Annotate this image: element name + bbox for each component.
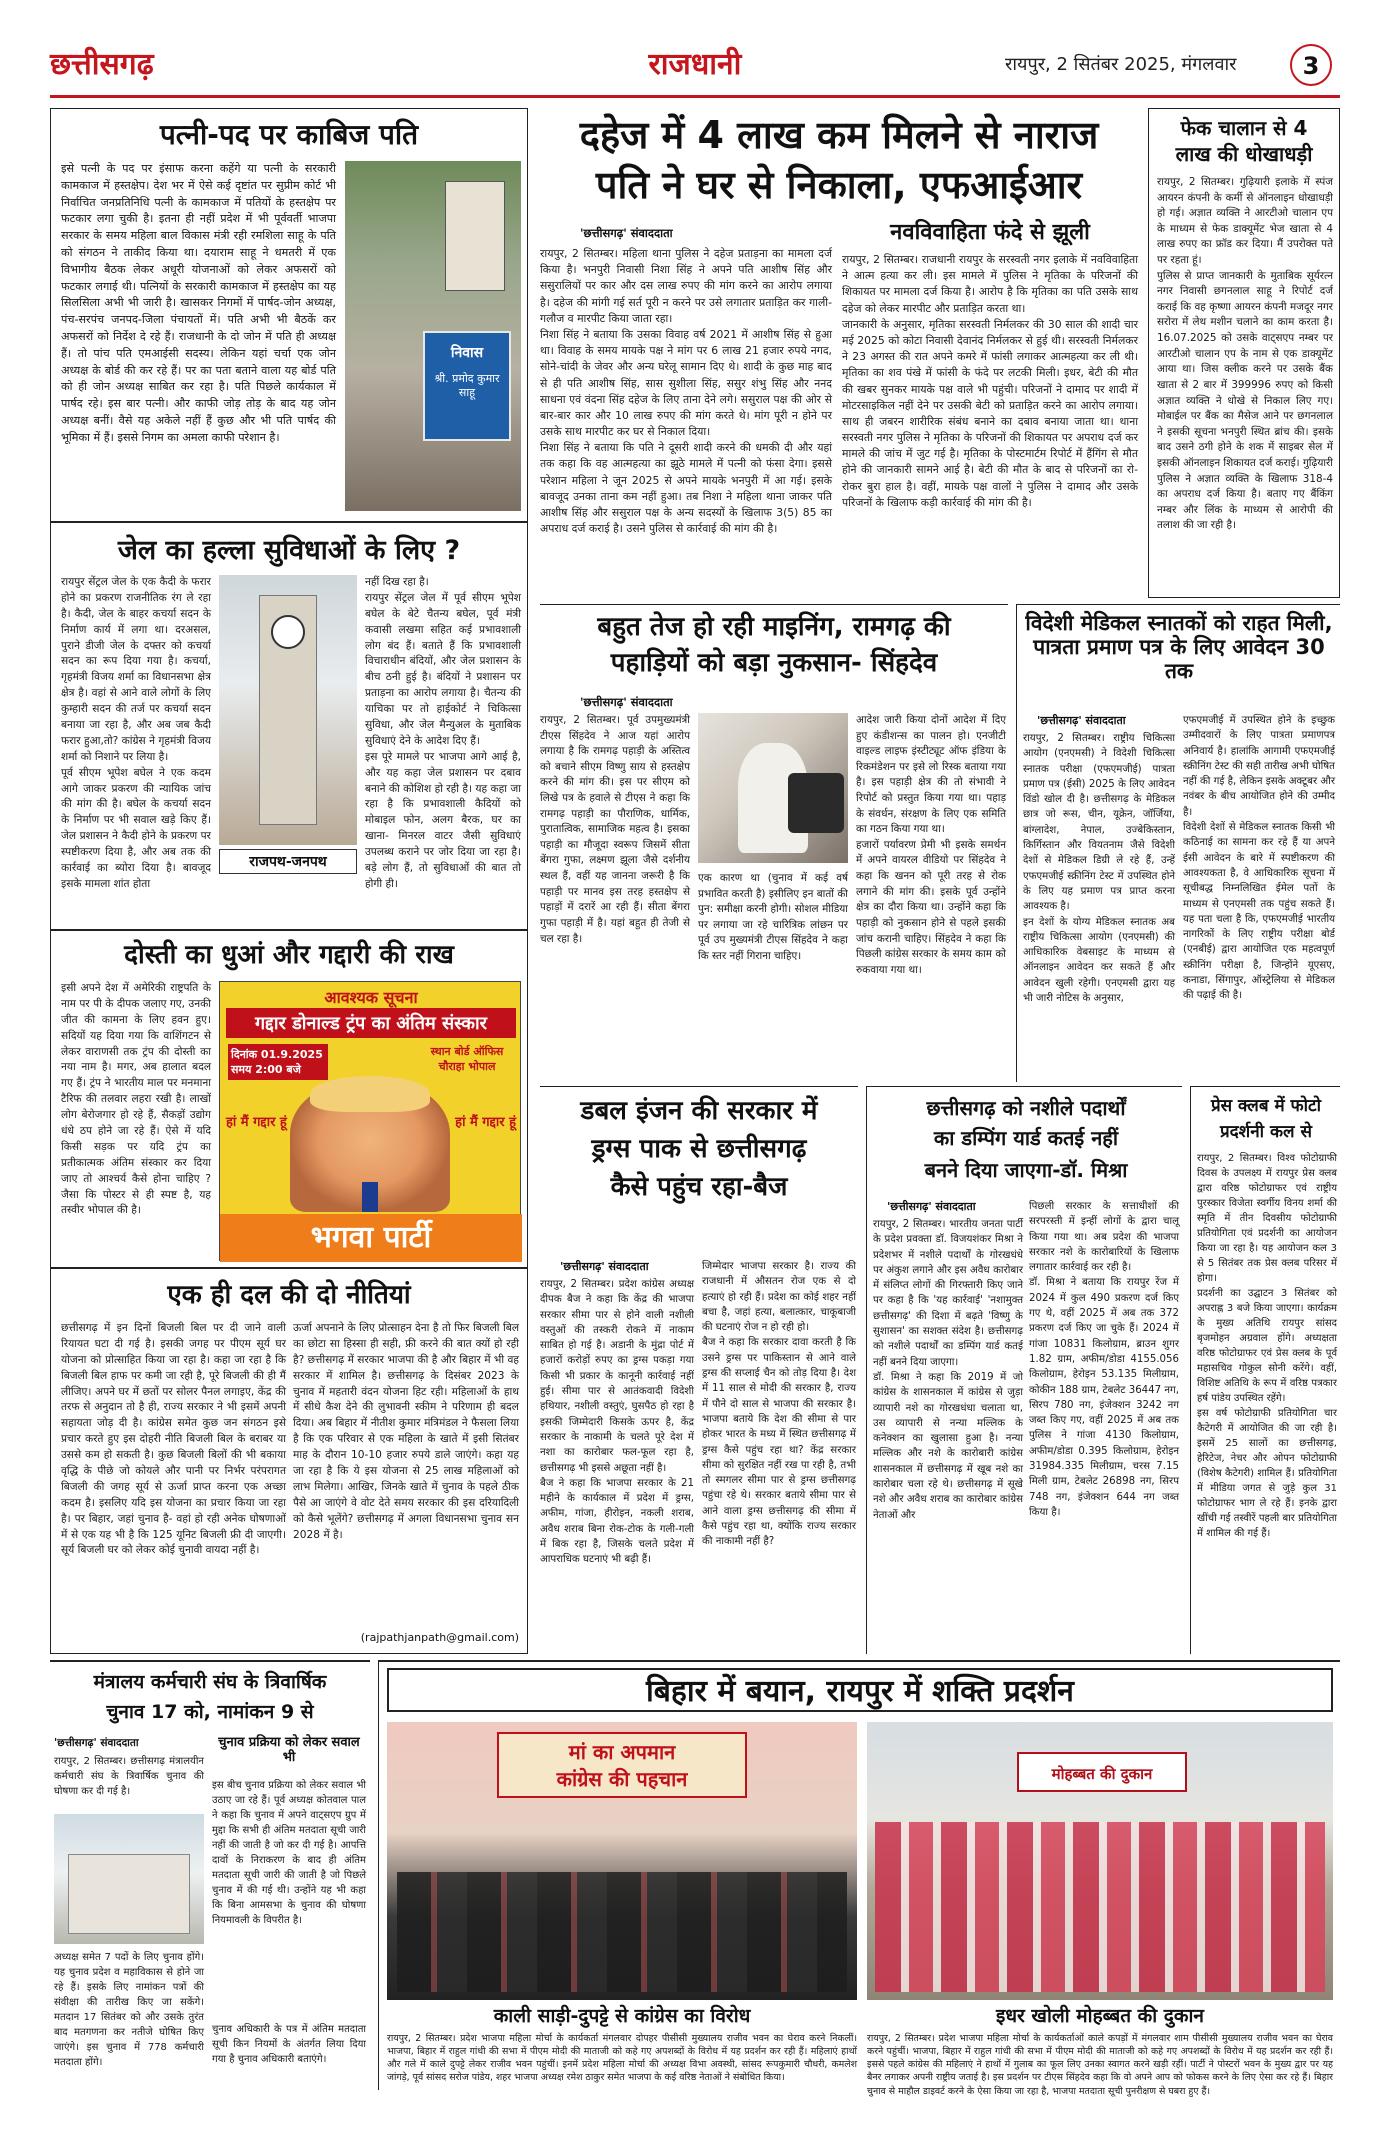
story-nashile-headline-1: छत्तीसगढ़ को नशीले पदार्थों — [926, 1096, 1126, 1120]
story-drugs-byline: 'छत्तीसगढ़' संवाददाता — [560, 1260, 649, 1273]
story-mantralay-body-c: अध्यक्ष समेत 7 पदों के लिए चुनाव होंगे। यह चुनाव प्रदेश व महाविकास से होने जा रहे हैं। इसके लिए नामांकन पत्रों की संवीक्षा की तारीख किए जा सकेंगे। मतदान 17 सितंबर को और उसके तुरंत बाद मतगणना कर नतीजे घोषित किए जाएंगे। इस चुनाव में 778 कर्मचारी मतदाता होंगे। — [54, 1952, 204, 2068]
poster-slogan-left: हां मैं गद्दार हूं — [226, 1115, 287, 1130]
patni-board-photo — [345, 161, 521, 511]
women-row — [875, 1822, 1325, 1992]
mantralay-building — [68, 1854, 190, 1934]
poster-slogan-right: हां मैं गद्दार हूं — [455, 1115, 516, 1130]
story-jail-body-right: नहीं दिख रहा है। रायपुर सेंट्रल जेल में पूर्व सीएम भूपेश बघेल के बेटे चैतन्य बघेल, पूर्व मंत्री कवासी लखमा सहित कई प्रभावशाली लोग बंद हैं। बताते हैं कि प्रभावशाली विचाराधीन बंदियों, और जेल प्रशासन के बीच ठनी हुई है। बंदियों ने प्रशासन पर प्रताड़ना का आरोप लगाया है। चैतन्य की याचिका पर तो हाईकोर्ट ने चिकित्सा सुविधा, और जेल मैन्युअल के मुताबिक सुविधाएं देने के आदेश दिए हैं। इस पूरे मामले पर भाजपा आगे आई है, और यह कहा जेल प्रशासन पर दबाव बनाने की कोशिश हो रही है। यह कहा जा रहा है कि प्रभावशाली कैदियों को मोबाइल फोन, अलग बैरक, घर का खाना- मिनरल वाटर जैसी सुविधाएं उपलब्ध कराने पर जोर दिया जा रहा है। बड़े लोग हैं, तो सुविधाओं की बात तो होगी ही। — [365, 576, 521, 890]
bihar-left-photo — [387, 1722, 857, 2000]
story-press — [1190, 1086, 1340, 1654]
story-mantralay-body-b: इस बीच चुनाव प्रक्रिया को लेकर सवाल भी उठाए जा रहे हैं। पूर्व अध्यक्ष कोतवाल पाल ने कहा कि चुनाव में अपने वाट्सएप ग्रुप में मुद्दा कि सभी ही अंतिम मतदाता सूची जारी नहीं की जाती है जो कर दी गई है। आपत्ति दावों के निराकरण के बाद ही अंतिम मतदाता सूची जारी की जाती है जो पिछले चुनाव में की गई थी। उन्होंने यह भी कहा कि बिना आमसभा के चुनाव की घोषणा नियमावली के विपरीत है। — [212, 1780, 366, 1926]
story-drugs — [540, 1086, 858, 1654]
story-jail-headline: जेल का हल्ला सुविधाओं के लिए ? — [117, 535, 461, 566]
story-drugs-headline-1: डबल इंजन की सरकार में — [580, 1096, 818, 1126]
poster-party: भगवा पार्टी — [220, 1214, 522, 1262]
trump-hair — [310, 1076, 430, 1112]
mantralay-building-photo — [54, 1814, 204, 1944]
story-mining-body-c: एक कारण था (चुनाव में कई वर्ष प्रभावित करती है) इसीलिए इन बातों की पुन: समीक्षा करनी होगी। सोशल मीडिया पर लगाया जा रहे चारित्रिक लांछन पर पूर्व उप मुख्यमंत्री टीएस सिंहदेव ने कहा कि स्तर नहीं गिराना चाहिए। — [698, 872, 848, 963]
clock-tower-photo — [219, 575, 357, 845]
story-patni-body: इसे पत्नी के पद पर इंसाफ करना कहेंगे या पत्नी के सरकारी कामकाज में हस्तक्षेप। देश भर में ऐसे कई दृष्टांत पर सुप्रीम कोर्ट भी निर्वाचित जनप्रतिनिधि पत्नी के कामकाज में पतियों के हस्तक्षेप पर फटकार लगा चुकी है। इतना ही नहीं प्रदेश में भी पूर्ववर्ती भाजपा सरकार के समय महिला बाल विकास मंत्री रही रमशिला साहू के पति को संगठन ने ताकीद किया था। दयाराम साहू ने धमतरी में एक विभागीय बैठक लेकर अधूरी योजनाओं को लेकर अफसरों को फटकार लगाई थी। पत्नियों के सरकारी कामकाज में हस्तक्षेप का यह सिलसिला अभी भी जारी है। खासकर निगमों में पार्षद-जोन अध्यक्ष, पंच-सरपंच जनपद-जिला पंचायतों में। पति अभी भी बैठकें कर अफसरों को निर्देश दे रहे हैं। राजधानी के दो जोन में पति ही अध्यक्ष हैं। तो पांच पति एमआईसी सदस्य। लेकिन यहां चर्चा एक जोन अध्यक्ष के बोर्ड की कर रहे हैं। पर का पता बताने वाला यह बोर्ड पति को ही जोन अध्यक्ष साबित कर रहा है। पति पिछले कार्यकाल में पार्षद रहे। इस बार पत्नी। और काफी जोड़ तोड़ के बाद यह जोन अध्यक्ष बनीं। वैसे यह अकेले नहीं हैं कुछ और भी पति पार्षद की भूमिका में हैं। इससे निगम का अमला काफी परेशान है। — [61, 162, 336, 444]
story-videshi-body-b: एफएमजीई में उपस्थित होने के इच्छुक उम्मीदवारों के लिए पात्रता प्रमाणपत्र अनिवार्य है। हालांकि आगामी एफएमजीई स्क्रीनिंग टेस्ट की सही तारीख अभी घोषित नहीं की गई है, लेकिन इसके अक्टूबर और नवंबर के बीच आयोजित होने की उम्मीद है। विदेशी देशों से मेडिकल स्नातक किसी भी कठिनाई का सामना कर रहे हैं या अपने ईसी आवेदन के बारे में स्पष्टीकरण की आवश्यकता है, वे आधिकारिक सूचना में सूचीबद्ध निम्नलिखित ईमेल पतों के माध्यम से एनएमसी तक पहुंच सकते हैं। यह पता चला है कि, एफएमजीई भारतीय नागरिकों के लिए राष्ट्रीय परीक्षा बोर्ड (एनबीई) द्वारा आयोजित एक महत्वपूर्ण स्क्रीनिंग परीक्षा है, जिन्होंने यूएसए, कनाडा, सिंगापुर, ऑस्ट्रेलिया से मेडिकल की पढ़ाई की है। — [1183, 715, 1335, 1002]
jail-photo-caption: राजपथ-जनपथ — [219, 849, 357, 874]
story-mining-byline: 'छत्तीसगढ़' संवाददाता — [580, 695, 673, 709]
trump-poster — [219, 981, 521, 1261]
microphones — [788, 773, 844, 833]
board-label: निवास — [450, 345, 484, 361]
page-number: 3 — [1290, 44, 1332, 86]
story-niti-body-col1: छत्तीसगढ़ में इन दिनों बिजली बिल पर दी जाने वाली रियायत घटा दी गई है। इसकी जगह पर पीएम सूर्य घर योजना को प्रोत्साहित किया जा रहा है। कहा जा रहा है कि बिजली बिल हाफ पर कमी जा रही है, पूरे बिजली की ही मैं लीजिए। अपने घर में छतों पर सोलर पैनल लगाइए, केंद्र की तरफ से अनुदान तो है ही, राज्य सरकार ने भी इसमें अपनी सहायता जोड़ दी है। कांग्रेस समेत कुछ जन संगठन इसे प्रचार करते हुए इस दोहरी नीति बिजली बिल के बराबर या उससे कम हो सकती है। कुछ बिजली बिलों की भी बकाया वृद्धि के पीछे जो कोयले और पानी पर निर्भर परंपरागत बिजली की जगह सूर्य से ऊर्जा प्राप्त करना एक अच्छा कदम है। इसलिए यदि इस योजना का प्रचार किया जा रहा है। पर बिहार, जहां चुनाव है- वहां हो रही अनेक घोषणाओं में से एक यह भी है कि 125 यूनिट बिजली फ्री दी जाएगी। सूर्य बिजली घर को लेकर कोई चुनावी वायदा नहीं है। — [61, 1322, 286, 1557]
board-poster — [445, 181, 505, 291]
story-dahej-headline-2: पति ने घर से निकाला, एफआईआर — [595, 163, 1083, 207]
story-nashile — [866, 1086, 1182, 1654]
bihar-right-banner: मोहब्बत की दुकान — [1017, 1752, 1187, 1792]
clock-face-icon — [271, 615, 305, 649]
story-navvivahita — [842, 220, 1138, 596]
trump-tie — [362, 1182, 378, 1212]
bihar-left-banner — [497, 1732, 747, 1798]
story-mantralay-subhead: चुनाव प्रक्रिया को लेकर सवाल भी — [218, 1735, 360, 1765]
story-jail-body-left: रायपुर सेंट्रल जेल के एक कैदी के फरार होने का प्रकरण राजनीतिक रंग ले रहा है। कैदी, जेल के बाहर कचर्या सदन के निर्माण कार्य में लगा था। दरअसल, पुराने डीजी जेल के दफ्तर को कचर्या सदन का रूप दिया गया है। कचर्या, गृहमंत्री विजय शर्मा का विधानसभा क्षेत्र क्षेत्र है। वहां से आने वाले लोगों के लिए कुम्हारी सदन की तर्ज पर कचर्या सदन बनाया जा रहा है, और अब जब कैदी फरार हुआ,तो? कांग्रेस ने गृहमंत्री विजय शर्मा को निशाने पर लिया है। पूर्व सीएम भूपेश बघेल ने एक कदम आगे जाकर प्रकरण की न्यायिक जांच की मांग की है। बघेल के कचर्या सदन के निर्माण पर भी सवाल खड़े किए हैं। जेल प्रशासन ने कैदी होने के प्रकरण पर स्पष्टीकरण दिया है, और अब तक की कार्रवाई का ब्योरा दिया है। बावजूद इसके मामला शांत होता — [61, 576, 211, 890]
bihar-left-body: रायपुर, 2 सितम्बर। प्रदेश भाजपा महिला मोर्चा के कार्यकर्ता मंगलवार दोपहर पीसीसी मुख्यालय राजीव भवन का घेराव करने निकलीं। भाजपा, बिहार में राहुल गांधी की सभा में पीएम मोदी की माताजी को कहे गए अपशब्दों के विरोध में यह प्रदर्शन कर रही हैं। महिलाएं हाथों और गले में काले दुपट्टे लेकर राजीव भवन पहुंचीं। इनमें प्रदेश महिला मोर्चा की अध्यक्ष विभा अवस्थी, सांसद रूपकुमारी चौधरी, कमलेश जांगड़े, पूर्व सांसद सरोज पांडेय, शहर भाजपा अध्यक्ष रमेश ठाकुर समेत भाजपा के कई वरिष्ठ नेताओं ने संबोधित किया। — [387, 2033, 857, 2084]
story-bihar — [378, 1660, 1340, 2097]
story-videshi-headline: विदेशी मेडिकल स्नातकों को राहत मिली, पात्रता प्रमाण पत्र के लिए आवेदन 30 तक — [1025, 611, 1333, 684]
bihar-left-banner-line1: मां का अपमान — [568, 1740, 676, 1764]
story-dahej-byline: 'छत्तीसगढ़' संवाददाता — [580, 226, 673, 240]
story-drugs-headline-3: कैसे पहुंच रहा-बैज — [610, 1172, 788, 1202]
story-nashile-headline-2: का डम्पिंग यार्ड कतई नहीं — [933, 1126, 1119, 1150]
story-press-body: रायपुर, 2 सितम्बर। विश्व फोटोग्राफी दिवस के उपलक्ष्य में रायपुर प्रेस क्लब द्वारा वरिष्ठ फोटोग्राफर एवं राष्ट्रीय पुरस्कार विजेता स्वर्गीय विनय शर्मा की स्मृति में तीन दिवसीय फोटोग्राफी प्रतियोगिता एवं प्रदर्शनी का आयोजन किया जा रहा है। यह आयोजन कल 3 से 5 सितंबर तक प्रेस क्लब परिसर में होगा। प्रदर्शनी का उद्घाटन 3 सितंबर को अपराह्न 3 बजे किया जाएगा। कार्यक्रम के मुख्य अतिथि रायपुर सांसद बृजमोहन अग्रवाल होंगे। अध्यक्षता वरिष्ठ फोटोग्राफर एवं प्रेस क्लब के पूर्व महासचिव गोकुल सोनी करेंगे। वहीं, विशिष्ट अतिथि के रूप में वरिष्ठ पत्रकार हर्ष पांडेय उपस्थित रहेंगे। इस वर्ष फोटोग्राफी प्रतियोगिता चार कैटेगरी में आयोजित की जा रही है। इसमें 25 सालों का छत्तीसगढ़, हेरिटेज, नेचर और ओपन फोटोग्राफी (विशेष कैटेगरी) शामिल हैं। प्रतियोगिता में मीडिया जगत से जुड़े कुल 31 फोटोग्राफर भाग ले रहे हैं। इनके द्वारा खींची गई तस्वीरें पहली बार प्रतियोगिता में शामिल की गई हैं। — [1197, 1153, 1337, 1539]
story-press-headline-1: प्रेस क्लब में फोटो — [1210, 1096, 1322, 1116]
story-dosti-body: इसी अपने देश में अमेरिकी राष्ट्रपति के नाम पर पी के दीपक जलाए गए, उनकी जीत की कामना के लिए हवन हुए। सदियों यह दिया गया कि वाशिंगटन से लेकर वाराणसी तक ट्रंप की दोस्ती का नया नाम है। मगर, अब हालात बदल गए हैं। ट्रंप ने भारतीय माल पर मनमाना टैरिफ की तलवार लहरा रखी है। लाखों लोग बेरोजगार हो रहे हैं, सैकड़ों उद्योग धंधे ठप होने जा रहे हैं। ऐसे में यदि किसी सड़क पर यदि ट्रंप का प्रतीकात्मक अंतिम संस्कार कर दिया जाए तो आश्चर्य कैसे होना चाहिए ? जैसा कि पोस्टर से ही स्पष्ट है, यह तस्वीर भोपाल की है। — [61, 982, 211, 1217]
story-mining — [540, 604, 1008, 1082]
story-videshi — [1016, 604, 1340, 1082]
story-nashile-headline-3: बनने दिया जाएगा-डॉ. मिश्रा — [924, 1158, 1128, 1182]
trump-portrait — [290, 1082, 450, 1212]
story-dosti-headline: दोस्ती का धुआं और गद्दारी की राख — [124, 940, 454, 970]
story-patni-headline: पत्नी-पद पर काबिज पति — [159, 118, 419, 151]
story-dosti — [50, 930, 528, 1268]
story-jail — [50, 522, 528, 930]
bihar-left-headline: काली साड़ी-दुपट्टे से कांग्रेस का विरोध — [493, 2005, 751, 2027]
protesters-row — [397, 1872, 847, 1992]
bihar-left-banner-line2: कांग्रेस की पहचान — [556, 1767, 688, 1791]
bihar-right-photo — [867, 1722, 1333, 2000]
story-niti-body-col2: ऊर्जा अपनाने के लिए प्रोत्साहन देना है तो फिर बिजली बिल का छोटा सा हिस्सा ही सही, फ्री करने की बात क्यों हो रही है? छत्तीसगढ़ में सरकार भाजपा की है और बिहार में भी वह सरकार में शामिल है। छत्तीसगढ़ के दिसंबर 2023 के चुनाव में महतारी वंदन योजना हिट रही। महिलाओं के हाथ में सीधे कैश देने की लुभावनी स्कीम ने परिणाम ही बदल दिया। अब बिहार में नीतीश कुमार मंत्रिमंडल ने फैसला लिया है कि एक परिवार से एक महिला के खाते में इसी सितंबर माह के दौरान 10-10 हजार रुपये डाले जाएंगे। कहा यह जा रहा है कि ये इस योजना से 25 लाख महिलाओं को लाभ मिलेगा। आखिर, जिनके खाते में चुनाव के पहले ठीक पैसे आ जाएंगे वे वोट देते समय सरकार की इस दरियादिली को कैसे भूलेंगे? छत्तीसगढ़ में अगला विधानसभा चुनाव सन 2028 में है। — [293, 1322, 519, 1541]
board-sign — [423, 331, 511, 441]
story-dahej-headline-1: दहेज में 4 लाख कम मिलने से नाराज — [579, 113, 1099, 157]
masthead-section-left: छत्तीसगढ़ — [50, 47, 154, 82]
story-mining-body-b: आदेश जारी किया दोनों आदेश में दिए हुए कंडीशन्स का पालन हो। एनजीटी वाइल्ड लाइफ इंस्टीट्यूट ऑफ इंडिया के रिकमंडेशन पर इसे लो रिस्क बताया गया है। इस पहाड़ी क्षेत्र की तो संभावी ने रिपोर्ट को प्रस्तुत किया गया था। पहाड़ के संवर्धन, संरक्षण के लिए एक समिति का गठन किया गया था। हजारों पर्यावरण प्रेमी भी इसके समर्थन में अपने वायरल वीडियो पर सिंहदेव ने कहा कि खनन को पूरी तरह से रोक लगाने की मांग की। इसके पूर्व उन्होंने क्षेत्र का दौरा किया था। उन्होंने कहा कि पहाड़ी को नुकसान होने से पहले इसकी जांच करानी चाहिए। सिंहदेव ने कहा कि पिछली कांग्रेस सरकार के समय काम को रुकवाया गया था। — [856, 714, 1006, 976]
niti-email: (rajpathjanpath@gmail.com) — [360, 1631, 519, 1644]
story-dahej — [540, 108, 1138, 598]
story-fake-challan — [1148, 108, 1340, 598]
story-drugs-headline-2: ड्रग्स पाक से छत्तीसगढ़ — [591, 1134, 807, 1164]
story-nashile-body-a: रायपुर, 2 सितम्बर। भारतीय जनता पार्टी के प्रदेश प्रवक्ता डॉ. विजयशंकर मिश्रा ने प्रदेशभर में नशीले पदार्थों के गोरखधंधे पर अंकुश लगाने और इस अवैध कारोबार में संलिप्त लोगों की गिरफ्तारी किए जाने पर कहा है कि 'यह कार्रवाई' 'नशामुक्त छत्तीसगढ़' की दिशा में बढ़ते 'विष्णु के सुशासन' का सशक्त संदेश है। छत्तीसगढ़ को नशीले पदार्थों का डम्पिंग यार्ड कतई नहीं बनने दिया जाएगा। डॉ. मिश्रा ने कहा कि 2019 में जो कांग्रेस के शासनकाल में कांग्रेस से जुड़ा व्यापारी नशे का गोरखधंधा चलाता था, उस व्यापारी से नन्या मल्लिक के कनेक्शन का खुलासा हुआ है। नन्या मल्लिक और नशे के कारोबारी कांग्रेस शासनकाल में छत्तीसगढ़ में खूब नशे का कारोबार चला रहे थे। छत्तीसगढ़ में सूखे नशे और अवैध शराब का कारोबार कांग्रेस नेताओं और — [873, 1219, 1023, 1521]
story-dahej-body: रायपुर, 2 सितम्बर। महिला थाना पुलिस ने दहेज प्रताड़ना का मामला दर्ज किया है। भनपुरी निवासी निशा सिंह ने अपने पति आशीष सिंह और ससुरालियों पर कार और दस लाख रुपए की मांग करने का आरोप लगाया है। दहेज की मांगी गई सर्त पूरी न करने पर उसे लगातार प्रताड़ित कर गाली-गलौज व मारपीट किया जाता रहा। निशा सिंह ने बताया कि उसका विवाह वर्ष 2021 में आशीष सिंह से हुआ था। विवाह के समय मायके पक्ष ने मांग पर 6 लाख 21 हजार रुपये नगद, सोने-चांदी के जेवर और अन्य घरेलू सामान दिए थे। शादी के कुछ माह बाद से ही पति आशीष सिंह, सास सुशीला सिंह, ससुर शंभु सिंह और ननद साधना एवं वंदना सिंह दहेज के लिए ताना देने लगे। ससुराल पक्ष की ओर से बार-बार कार और 10 लाख रुपए की मांग करते थे। मांग पूरी न होने पर उसके साथ मारपीट कर घर से निकाल दिया। निशा सिंह ने बताया कि पति ने दूसरी शादी करने की धमकी दी और यहां तक कहा कि वह आत्महत्या का झूठे मामले में पत्नी को फंसा देगा। इससे परेशान महिला ने जून 2025 से अपने मायके भनपुरी में आ गई। इसके बावजूद उनका ताना कम नहीं हुआ। तब निशा ने महिला थाना जाकर पति आशीष सिंह और ससुराल पक्ष के अन्य सदस्यों के खिलाफ 3(5) 85 का अपराध दर्ज कराई है। उसने पुलिस से कार्रवाई की मांग की है। — [540, 247, 832, 536]
poster-place: स्थान बोर्ड ऑफिस चौराहा भोपाल — [430, 1045, 504, 1073]
board-name: श्री. प्रमोद कुमार साहू — [434, 372, 500, 400]
story-mining-headline-1: बहुत तेज हो रही माइनिंग, रामगढ़ की — [597, 612, 951, 642]
story-navvivahita-body: रायपुर, 2 सितम्बर। राजधानी रायपुर के सरस्वती नगर इलाके में नवविवाहिता ने आत्म हत्या कर ली। इस मामले में पुलिस ने मृतिका के परिजनों की शिकायत पर मामला दर्ज किया है। आरोप है कि मृतिका का पति उसके साथ दहेज को लेकर मारपीट और प्रताड़ित करता था। जानकारी के अनुसार, मृतिका सरस्वती निर्मलकर की 30 साल की शादी चार मई 2025 को कोटा निवासी देवानंद निर्मलकर से हुई थी। सरस्वती निर्मलकर ने 23 अगस्त की रात अपने कमरे में फांसी लगाकर आत्महत्या कर ली थी। मृतिका का शव पंखे में फांसी के फंदे पर लटकी मिली। इधर, बेटी की मौत की खबर सुनकर मायके पक्ष वाले भी पहुंची। परिजनों ने दामाद पर शादी में मोटरसाइकिल नहीं देने पर उसकी बेटी को प्रताड़ित करने का आरोप लगाया। साथ ही जबरन शारीरिक संबंध बनाने का दबाव बनाया जाता था। थाना सरस्वती नगर पुलिस ने मृतिका के परिजनों की शिकायत पर अपराध दर्ज कर मामले की जांच में जुट गई है। मृतिका के पोस्टमार्टम रिपोर्ट में हैंगिंग से मौत होने की जानकारी सामने आई है। बेटी की मौत के बाद से परिजनों का रो-रोकर बुरा हाल है। वहीं, मायके पक्ष वालों ने पुलिस ने दामाद और उसके परिजनों के खिलाफ कड़ी कार्रवाई की मांग की है। — [842, 253, 1138, 509]
story-mantralay-headline-2: चुनाव 17 को, नामांकन 9 से — [106, 1701, 314, 1723]
story-fake-challan-body: रायपुर, 2 सितम्बर। गुढ़ियारी इलाके में स्पंज आयरन कंपनी के कर्मी से ऑनलाइन धोखाधड़ी हो गई। अज्ञात व्यक्ति ने आरटीओ चालान एप के माध्यम से फेक डाक्यूमेंट भेज खाता से 4 लाख रुपए का फ्रॉड कर दिया। मैं उपरोक्त पते पर रहता हूं। पुलिस से प्राप्त जानकारी के मुताबिक सूर्यरत्न नगर निवासी छगनलाल साहू ने रिपोर्ट दर्ज कराई कि वह कृष्णा आयरन कंपनी मजदूर नगर सरोरा में लेथ मशीन चलाने का काम करता है। 16.07.2025 को उसके वाट्सएप नम्बर पर आरटीओ चालान एप के नाम से एक डाक्यूमेंट आया था। जिस क्लीक करने पर उसके बैंक खाता से 2 बार में 399996 रुपए को किसी अज्ञात व्यक्ति ने धोखे से निकाल लिए गए। मोबाईल पर बैंक का मैसेज आने पर छगनलाल ने इसकी सूचना भनपुरी स्थित ब्रांच की। इसके बाद उसने ठगी होने के शक में साइबर सेल में इसकी ऑनलाइन शिकायत दर्ज कराई। गुढ़ियारी पुलिस ने अज्ञात व्यक्ति के खिलाफ 318-4 का अपराध दर्ज किया है। बताए गए बैंकिंग नम्बर और लिंक के माध्यम से आरोपी की तलाश की जा रही है। — [1157, 176, 1333, 532]
story-nashile-body-b: पिछली सरकार के सत्ताधीशों की सरपरस्ती में इन्हीं लोगों के द्वारा चालू किया गया था। अब प्रदेश की भाजपा सरकार नशे के कारोबारियों के खिलाफ लगातार कार्रवाई कर रही है। डॉ. मिश्रा ने बताया कि रायपुर रेंज में 2024 में कुल 490 प्रकरण दर्ज किए गए थे, वहीं 2025 में अब तक 372 प्रकरण दर्ज किए जा चुके हैं। 2024 में गांजा 10831 किलोग्राम, ब्राउन शुगर 1.82 ग्राम, अफीम/डोडा 4155.056 किलोग्राम, हेरोइन 53.135 मिलीग्राम, कोकीन 188 ग्राम, टेबलेट 36447 नग, सिरप 780 नग, इंजेक्शन 3242 नग जब्त किए गए, वहीं 2025 में अब तक पुलिस ने गांजा 4130 किलोग्राम, अफीम/डोडा 0.395 किलोग्राम, हेरोइन 31984.335 मिलीग्राम, चरस 7.15 मिली ग्राम, टेबलेट 26898 नग, सिरप 748 नग, इंजेक्शन 644 नग जब्त किया है। — [1029, 1201, 1179, 1518]
story-mining-body-a: रायपुर, 2 सितम्बर। पूर्व उपमुख्यमंत्री टीएस सिंहदेव ने आज यहां आरोप लगाया है कि रामगढ़ पहाड़ी के अस्तित्व को बचाने सीएम विष्णु साय से हस्तक्षेप करने की मांग की। इस पर सीएम को लिखे पत्र के हवाले से टीएस ने कहा कि रामगढ़ पहाड़ी का पौराणिक, धार्मिक, पुरातात्विक, सामाजिक महत्व है। इसका पहाड़ी का मौजूदा स्वरूप जिसमें सीता बेंगरा गुफा, लक्ष्मण झूला जैसे दर्शनीय स्थल हैं, वहीं यह जानना जरूरी है कि पहाड़ी पर मानव इस तरह हस्तक्षेप से पहाड़ों में दरारें आ रही हैं। सीता बेंगरा गुफा पहाड़ी में है। यहां बहुत ही तेजी से चल रहा है। — [540, 714, 690, 945]
story-drugs-body-a: रायपुर, 2 सितम्बर। प्रदेश कांग्रेस अध्यक्ष दीपक बैज ने कहा कि केंद्र की भाजपा सरकार सीमा पार से होने वाली नशीली वस्तुओं की तस्करी रोकने में नाकाम साबित हो गई है। अडानी के मुंद्रा पोर्ट में हजारों करोड़ों रुपए का ड्रग्स पकड़ा गया किसी भी प्रकार के कानूनी कार्रवाई नहीं हुई। सीमा पार से आतंकवादी विदेशी हथियार, नशीली वस्तुएं, घुसपैठ हो रहा है इसकी जिम्मेदारी किसके ऊपर है, केंद्र सरकार के नाकामी के चलते पूरे देश में नशा का कारोबार फल-फूल रहा है, छत्तीसगढ़ भी इससे अछूता नहीं है। बैज ने कहा कि भाजपा सरकार के 21 महीने के कार्यकाल में प्रदेश में ड्रग्स, अफीम, गांजा, हीरोइन, नकली शराब, अवैध शराब बिना रोक-टोक के गली-गली में बिक रहा है, जिसके चलते प्रदेश में आपराधिक घटनाएं भी बढ़ी हैं। — [540, 1279, 694, 1566]
story-niti — [50, 1268, 528, 1654]
story-nashile-byline: 'छत्तीसगढ़' संवाददाता — [887, 1200, 976, 1213]
bihar-banner: बिहार में बयान, रायपुर में शक्ति प्रदर्शन — [387, 1668, 1333, 1712]
masthead-rule — [50, 95, 1340, 98]
story-navvivahita-headline: नवविवाहिता फंदे से झूली — [890, 220, 1090, 245]
story-mining-headline-2: पहाड़ियों को बड़ा नुकसान- सिंहदेव — [610, 648, 938, 678]
story-fake-challan-headline-1: फेक चालान से 4 — [1180, 116, 1308, 140]
poster-top-label: आवश्यक सूचना — [324, 988, 418, 1007]
story-mantralay — [50, 1660, 370, 2090]
bihar-right-headline: इधर खोली मोहब्बत की दुकान — [996, 2005, 1204, 2027]
story-videshi-body-a: रायपुर, 2 सितम्बर। राष्ट्रीय चिकित्सा आयोग (एनएमसी) ने विदेशी चिकित्सा स्नातक परीक्षा (एफएमजीई) पात्रता प्रमाण पत्र (ईसी) 2025 के लिए आवेदन विंडो खोल दी है। छत्तीसगढ़ के मेडिकल छात्र जो रूस, चीन, यूक्रेन, जॉर्जिया, बांग्लादेश, नेपाल, उज्बेकिस्तान, किर्गिस्तान और वियतनाम जैसे विदेशी देशों से मेडिकल डिग्री ले रहे हैं, उन्हें एफएमजीई स्क्रीनिंग टेस्ट में उपस्थित होने के लिए यह प्रमाण पत्र प्राप्त करना आवश्यक है। इन देशों के योग्य मेडिकल स्नातक अब राष्ट्रीय चिकित्सा आयोग (एनएमसी) की आधिकारिक वेबसाइट के माध्यम से ऑनलाइन आवेदन कर सकते हैं और आवेदन खुली रहेगी। एनएमसी द्वारा यह भी जारी नोटिस के अनुसार, — [1023, 733, 1175, 1005]
bihar-right-body: रायपुर, 2 सितम्बर। प्रदेश भाजपा महिला मोर्चा के कार्यकर्ताओं काले कपड़ों में मंगलवार शाम पीसीसी मुख्यालय राजीव भवन का घेराव करने पहुंचीं। भाजपा, बिहार में राहुल गांधी की सभा में पीएम मोदी की माताजी को कहे गए अपशब्दों के विरोध में यह प्रदर्शन कर रही हैं। इससे पहले कांग्रेस की महिलाएं ने हाथों में गुलाब का फूल लिए उनका स्वागत करने खड़ी रहीं। पार्टी ने पोस्टरों भवन के मुख्य द्वार पर यह बैनर लगाकर अपनी राष्ट्रीय जताई है। इस प्रदर्शन पर टीएस सिंहदेव कहा कि वो अपने आप को फोकस करने के लिए ऐसा कर रहे हैं। बिहार चुनाव से माहौल डाइवर्ट करने के ऐसा किया जा रहा है, भाजपा मतदाता सूची पुनरीक्षण से घबरा हुए हैं। — [867, 2033, 1333, 2097]
poster-title: गद्दार डोनाल्ड ट्रंप का अंतिम संस्कार — [226, 1008, 516, 1038]
story-niti-headline: एक ही दल की दो नीतियां — [167, 1280, 411, 1310]
story-press-headline-2: प्रदर्शनी कल से — [1219, 1122, 1312, 1142]
poster-date: दिनांक 01.9.2025 समय 2:00 बजे — [228, 1044, 328, 1080]
story-drugs-body-b: जिम्मेदार भाजपा सरकार है। राज्य की राजधानी में औसतन रोज एक से दो हत्याएं हो रही हैं। प्रदेश का कोई शहर नहीं बचा है, जहां हत्या, बलात्कार, चाकूबाजी की घटनाएं रोज न हो रही हो। बैज ने कहा कि सरकार दावा करती है कि उसने ड्रग्स पर पाकिस्तान से आने वाले ड्रग्स की सप्लाई चैन को तोड़ दिया है। देश में 11 साल से मोदी की सरकार है, राज्य में पौने दो साल से भाजपा की सरकार है। भाजपा बताये कि देश की सीमा से पार होकर भारत के मध्य में स्थित छत्तीसगढ़ में ड्रग्स कैसे पहुंच रहा था? केंद्र सरकार सीमा को सुरक्षित नहीं रख पा रही है, तभी तो स्मगलर सीमा पार से ड्रग्स छत्तीसगढ़ पहुंचा रहे थे। सरकार बताये सीमा पार से आने वाला ड्रग्स छत्तीसगढ़ की सीमा में कैसे पहुंच रहा था, क्योंकि राज्य सरकार की नाकामी नहीं है? — [702, 1261, 856, 1548]
story-mantralay-headline-1: मंत्रालय कर्मचारी संघ के त्रिवार्षिक — [93, 1671, 327, 1693]
singhdeo-press-photo — [698, 713, 848, 863]
masthead — [0, 0, 1379, 98]
story-fake-challan-headline-2: लाख की धोखाधड़ी — [1175, 142, 1313, 166]
story-videshi-byline: 'छत्तीसगढ़' संवाददाता — [1037, 714, 1126, 727]
story-mantralay-byline: 'छत्तीसगढ़' संवाददाता — [54, 1737, 139, 1749]
masthead-dateline: रायपुर, 2 सितंबर 2025, मंगलवार — [1005, 54, 1237, 75]
story-patni — [50, 108, 528, 522]
masthead-section-center: राजधानी — [648, 47, 742, 82]
story-mantralay-body-a: रायपुर, 2 सितम्बर। छत्तीसगढ़ मंत्रालयीन कर्मचारी संघ के त्रिवार्षिक चुनाव की घोषणा कर दी गई है। — [54, 1756, 204, 1797]
story-mantralay-body-d: चुनाव अधिकारी के पत्र में अंतिम मतदाता सूची किन नियमों के अंतर्गत लिया दिया गया है चुनाव अधिकारी बताएंगे। — [212, 2024, 366, 2065]
